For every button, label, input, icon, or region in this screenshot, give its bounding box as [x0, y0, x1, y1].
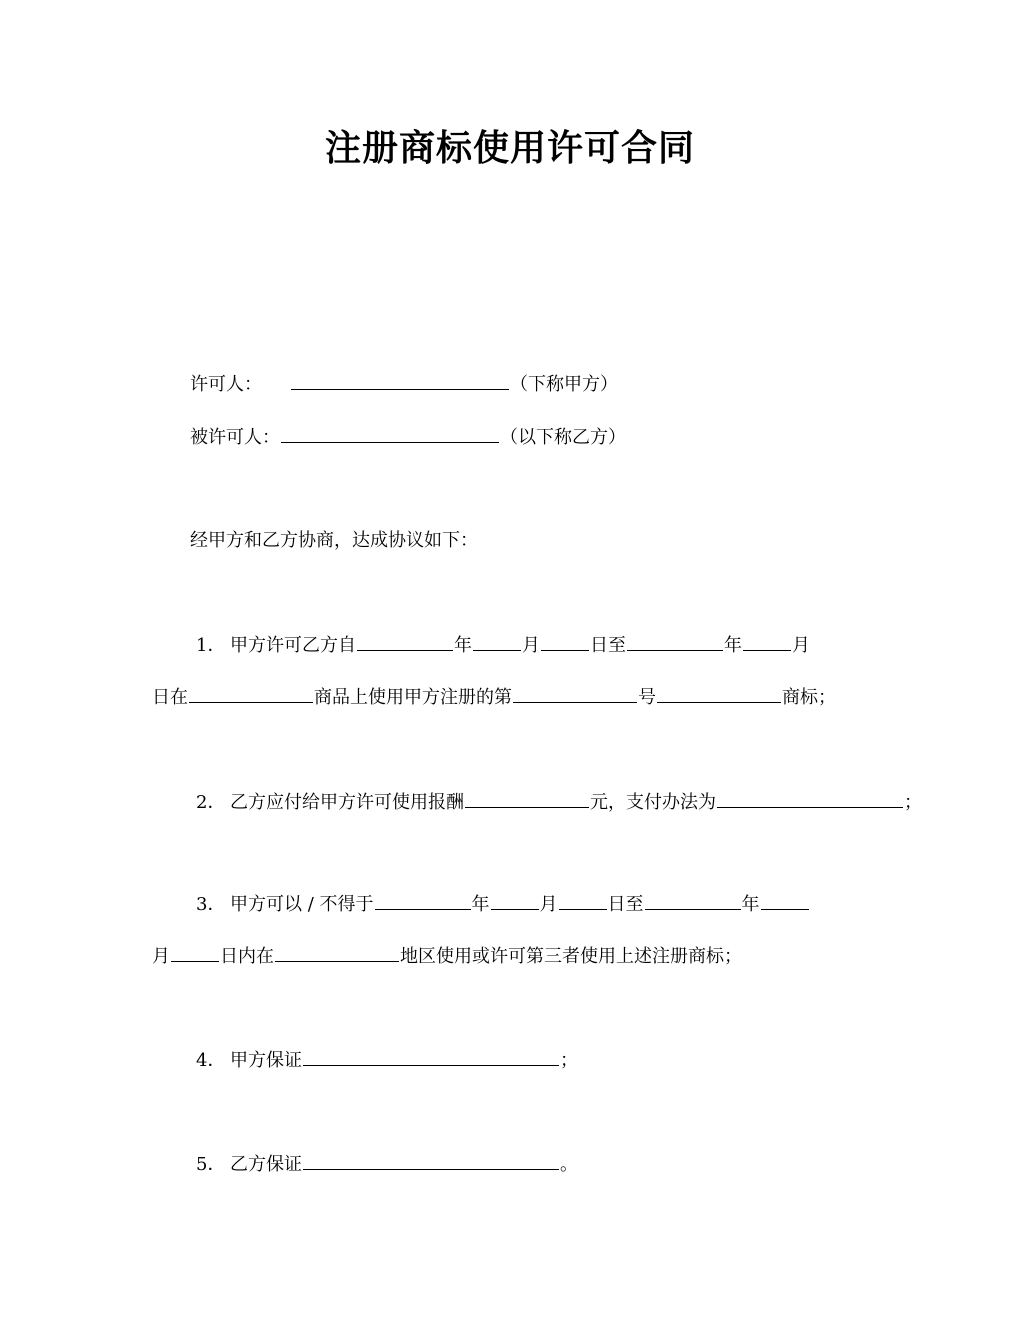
- clause-2-end: ；: [904, 792, 922, 813]
- clause-5-end: 。: [560, 1154, 578, 1175]
- year-label: 年: [471, 894, 490, 915]
- licensor-label: 许可人：: [190, 374, 262, 395]
- licensee-label: 被许可人：: [190, 427, 280, 448]
- clause-4-line: [196, 1047, 578, 1074]
- month-label: 月: [152, 946, 170, 967]
- licensee-blank[interactable]: [281, 424, 499, 443]
- clause-3-year-end-blank[interactable]: [645, 891, 741, 910]
- clause-3-year-start-blank[interactable]: [375, 891, 471, 910]
- clause-4-number: 4．: [196, 1050, 226, 1071]
- clause-2-line: [196, 789, 922, 816]
- clause-1-number: 1．: [196, 635, 226, 656]
- clause-3-month-end-blank[interactable]: [761, 891, 809, 910]
- day-in-label: 日内在: [220, 946, 274, 967]
- mark-label: 商标；: [782, 687, 836, 708]
- clause-5-guarantee-blank[interactable]: [303, 1151, 559, 1170]
- licensee-line: [190, 424, 626, 451]
- year-label: 年: [454, 635, 472, 656]
- clause-4-end: ；: [560, 1050, 578, 1071]
- goods-text: 商品上使用甲方注册的第: [314, 687, 512, 708]
- clause-5-text: 乙方保证: [230, 1154, 302, 1175]
- clause-3-region-blank[interactable]: [275, 943, 399, 962]
- clause-1-reg-number-blank[interactable]: [513, 684, 637, 703]
- number-label: 号: [638, 687, 656, 708]
- clause-4-text: 甲方保证: [230, 1050, 302, 1071]
- licensor-line: [190, 371, 618, 398]
- clause-1-month-end-blank[interactable]: [743, 632, 791, 651]
- clause-1-mark-blank[interactable]: [657, 684, 781, 703]
- year-label: 年: [741, 894, 760, 915]
- clause-4-guarantee-blank[interactable]: [303, 1047, 559, 1066]
- clause-3-line-1: [196, 891, 810, 918]
- month-label: 月: [539, 894, 558, 915]
- month-label: 月: [792, 635, 810, 656]
- clause-2-number: 2．: [196, 792, 226, 813]
- year-label: 年: [724, 635, 742, 656]
- day-in-label: 日在: [152, 687, 188, 708]
- clause-1-day-start-blank[interactable]: [541, 632, 589, 651]
- clause-2-text: 乙方应付给甲方许可使用报酬: [230, 792, 464, 813]
- clause-1-year-end-blank[interactable]: [627, 632, 723, 651]
- clause-3-day-start-blank[interactable]: [559, 891, 607, 910]
- clause-1-goods-blank[interactable]: [189, 684, 313, 703]
- day-to-label: 日至: [590, 635, 626, 656]
- licensee-suffix: （以下称乙方）: [500, 427, 626, 448]
- clause-1-year-start-blank[interactable]: [357, 632, 453, 651]
- clause-1-month-start-blank[interactable]: [473, 632, 521, 651]
- clause-1-text: 甲方许可乙方自: [230, 635, 356, 656]
- yuan-label: 元，支付办法为: [590, 792, 716, 813]
- clause-1-line-2: [152, 684, 836, 711]
- clause-3-text: 甲方可以 / 不得于: [230, 894, 374, 915]
- clause-2-amount-blank[interactable]: [465, 789, 589, 808]
- document-title: 注册商标使用许可合同: [324, 128, 695, 169]
- licensor-blank[interactable]: [291, 371, 509, 390]
- clause-1-line-1: [196, 632, 810, 659]
- clause-5-line: [196, 1151, 578, 1178]
- month-label: 月: [522, 635, 540, 656]
- clause-3-day-end-blank[interactable]: [171, 943, 219, 962]
- licensor-suffix: （下称甲方）: [510, 374, 618, 395]
- clause-3-number: 3．: [196, 894, 226, 915]
- day-to-label: 日至: [607, 894, 644, 915]
- clause-3-line-2: [152, 943, 742, 970]
- clause-3-rest: 地区使用或许可第三者使用上述注册商标；: [400, 946, 742, 967]
- clause-3-month-start-blank[interactable]: [491, 891, 539, 910]
- clause-5-number: 5．: [196, 1154, 226, 1175]
- clause-2-payment-method-blank[interactable]: [717, 789, 903, 808]
- intro-text: 经甲方和乙方协商，达成协议如下：: [190, 530, 478, 551]
